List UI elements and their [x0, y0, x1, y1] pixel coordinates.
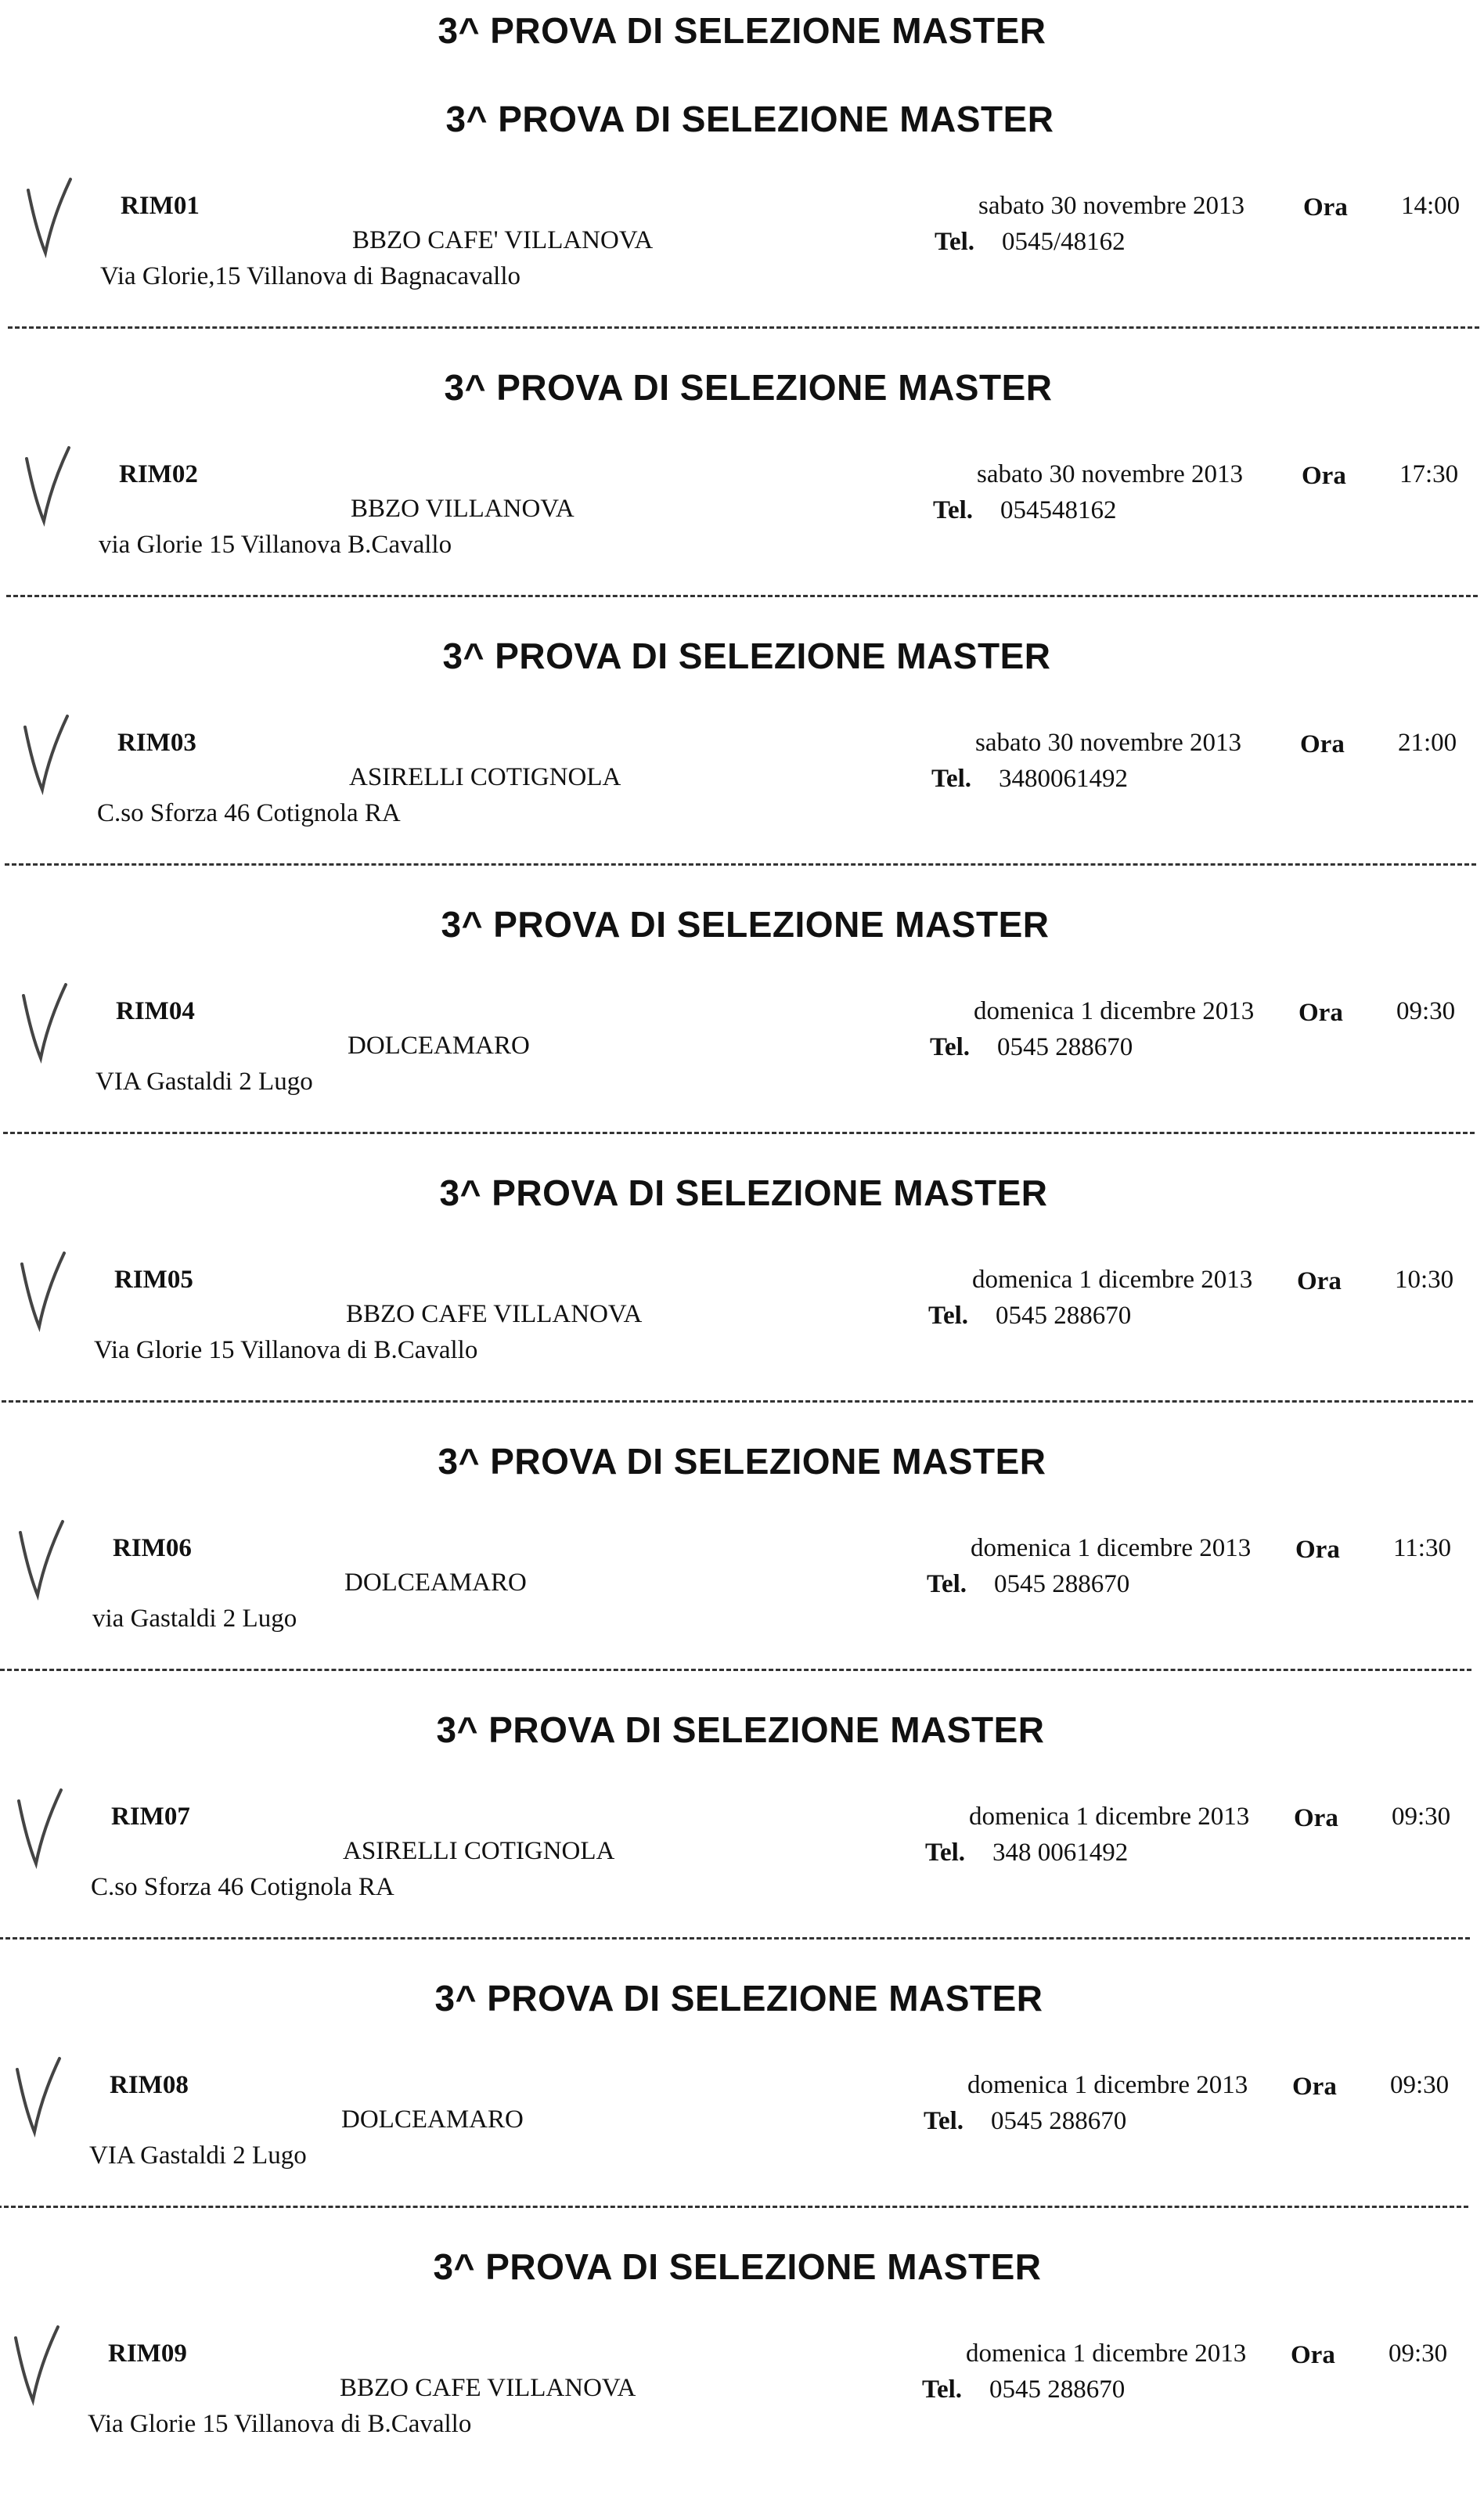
ora-label: Ora: [1298, 999, 1343, 1027]
entry-venue: DOLCEAMARO: [344, 1569, 527, 1597]
entry-block: [2, 1172, 1484, 1440]
entry-tel: 0545 288670: [997, 1033, 1133, 1061]
entry-time: 17:30: [1399, 460, 1459, 488]
entry-address: C.so Sforza 46 Cotignola RA: [97, 799, 401, 827]
entry-tel: 0545 288670: [996, 1302, 1132, 1330]
entry-block: [6, 366, 1484, 635]
entry-title: 3^ PROVA DI SELEZIONE MASTER: [434, 1978, 1043, 2019]
dashed-divider: [2, 1400, 1473, 1403]
dashed-divider: [8, 326, 1479, 329]
entry-code: RIM01: [121, 192, 200, 220]
entry-code: RIM06: [113, 1534, 192, 1562]
handwritten-check-icon: [16, 1248, 70, 1334]
entry-block: [8, 98, 1484, 366]
entry-title: 3^ PROVA DI SELEZIONE MASTER: [436, 1709, 1045, 1750]
tel-label: Tel.: [931, 765, 972, 793]
entry-code: RIM04: [116, 997, 195, 1025]
entry-block: [5, 635, 1484, 903]
handwritten-check-icon: [19, 711, 74, 798]
ora-label: Ora: [1291, 2341, 1335, 2369]
ora-label: Ora: [1292, 2073, 1337, 2101]
dashed-divider: [6, 595, 1478, 597]
dashed-divider: [3, 1132, 1475, 1134]
entry-date: domenica 1 dicembre 2013: [972, 1266, 1253, 1294]
entry-date: domenica 1 dicembre 2013: [974, 997, 1255, 1025]
handwritten-check-icon: [17, 980, 72, 1066]
entry-venue: BBZO CAFE' VILLANOVA: [352, 226, 654, 254]
entry-title: 3^ PROVA DI SELEZIONE MASTER: [439, 1172, 1048, 1213]
tel-label: Tel.: [935, 228, 975, 256]
tel-label: Tel.: [924, 2107, 964, 2135]
entry-date: domenica 1 dicembre 2013: [966, 2339, 1247, 2368]
entry-time: 10:30: [1395, 1266, 1454, 1294]
entry-code: RIM03: [117, 729, 196, 757]
entry-tel: 054548162: [1000, 496, 1117, 524]
entry-tel: 0545/48162: [1002, 228, 1126, 256]
entry-time: 09:30: [1396, 997, 1456, 1025]
entry-date: sabato 30 novembre 2013: [977, 460, 1244, 488]
entry-tel: 0545 288670: [994, 1570, 1130, 1598]
entry-date: domenica 1 dicembre 2013: [967, 2071, 1248, 2099]
dashed-divider: [0, 2206, 1468, 2208]
entry-address: via Gastaldi 2 Lugo: [92, 1605, 297, 1633]
entry-venue: BBZO CAFE VILLANOVA: [346, 1300, 643, 1328]
entry-tel: 0545 288670: [991, 2107, 1127, 2135]
entry-code: RIM05: [114, 1266, 193, 1294]
tel-label: Tel.: [927, 1570, 967, 1598]
entry-address: via Glorie 15 Villanova B.Cavallo: [99, 531, 452, 559]
entry-code: RIM07: [111, 1803, 190, 1831]
entry-address: VIA Gastaldi 2 Lugo: [89, 2141, 307, 2170]
entry-code: RIM02: [119, 460, 198, 488]
tel-label: Tel.: [928, 1302, 969, 1330]
entry-time: 11:30: [1393, 1534, 1451, 1562]
dashed-divider: [0, 1669, 1471, 1671]
entry-venue: BBZO VILLANOVA: [351, 495, 575, 523]
tel-label: Tel.: [925, 1839, 966, 1867]
handwritten-check-icon: [20, 443, 75, 529]
entry-venue: BBZO CAFE VILLANOVA: [340, 2374, 636, 2402]
entry-tel: 0545 288670: [989, 2375, 1126, 2404]
entry-block: [0, 2246, 1479, 2514]
entry-tel: 3480061492: [999, 765, 1128, 793]
entry-block: [0, 1440, 1484, 1709]
entry-time: 09:30: [1390, 2071, 1450, 2099]
entry-address: Via Glorie 15 Villanova di B.Cavallo: [94, 1336, 478, 1364]
entry-title: 3^ PROVA DI SELEZIONE MASTER: [433, 2246, 1042, 2287]
tel-label: Tel.: [930, 1033, 971, 1061]
ora-label: Ora: [1297, 1267, 1342, 1295]
dashed-divider: [0, 1937, 1470, 1940]
entry-time: 09:30: [1389, 2339, 1448, 2368]
handwritten-check-icon: [14, 1517, 69, 1603]
entry-venue: DOLCEAMARO: [341, 2105, 524, 2134]
handwritten-check-icon: [9, 2322, 64, 2408]
entry-date: domenica 1 dicembre 2013: [969, 1803, 1250, 1831]
entry-time: 09:30: [1392, 1803, 1451, 1831]
entry-address: Via Glorie,15 Villanova di Bagnacavallo: [100, 262, 521, 290]
ora-label: Ora: [1294, 1804, 1338, 1832]
ora-label: Ora: [1300, 730, 1345, 758]
ora-label: Ora: [1302, 462, 1346, 490]
entry-tel: 348 0061492: [992, 1839, 1129, 1867]
entry-time: 21:00: [1398, 729, 1457, 757]
entry-block: [3, 903, 1484, 1172]
ora-label: Ora: [1303, 193, 1348, 222]
entry-title: 3^ PROVA DI SELEZIONE MASTER: [444, 367, 1053, 408]
entry-time: 14:00: [1401, 192, 1461, 220]
entry-code: RIM09: [108, 2339, 187, 2368]
entry-title: 3^ PROVA DI SELEZIONE MASTER: [442, 636, 1051, 676]
entry-date: sabato 30 novembre 2013: [975, 729, 1242, 757]
entry-venue: ASIRELLI COTIGNOLA: [349, 763, 621, 791]
entry-block: [0, 1977, 1481, 2246]
handwritten-check-icon: [11, 2054, 66, 2140]
entry-date: sabato 30 novembre 2013: [978, 192, 1245, 220]
entry-address: VIA Gastaldi 2 Lugo: [95, 1068, 313, 1096]
entry-code: RIM08: [110, 2071, 189, 2099]
ora-label: Ora: [1295, 1536, 1340, 1564]
entry-venue: DOLCEAMARO: [348, 1032, 530, 1060]
entry-title: 3^ PROVA DI SELEZIONE MASTER: [441, 904, 1050, 945]
dashed-divider: [5, 863, 1476, 866]
entry-venue: ASIRELLI COTIGNOLA: [343, 1837, 615, 1865]
handwritten-check-icon: [13, 1785, 67, 1871]
entry-date: domenica 1 dicembre 2013: [971, 1534, 1252, 1562]
entry-block: [0, 1709, 1482, 1977]
entry-title: 3^ PROVA DI SELEZIONE MASTER: [445, 99, 1054, 139]
tel-label: Tel.: [933, 496, 974, 524]
entry-title: 3^ PROVA DI SELEZIONE MASTER: [438, 1441, 1046, 1482]
entry-address: Via Glorie 15 Villanova di B.Cavallo: [88, 2410, 472, 2438]
entry-address: C.so Sforza 46 Cotignola RA: [91, 1873, 394, 1901]
handwritten-check-icon: [22, 175, 77, 261]
tel-label: Tel.: [922, 2375, 963, 2404]
page-title: 3^ PROVA DI SELEZIONE MASTER: [438, 10, 1046, 51]
